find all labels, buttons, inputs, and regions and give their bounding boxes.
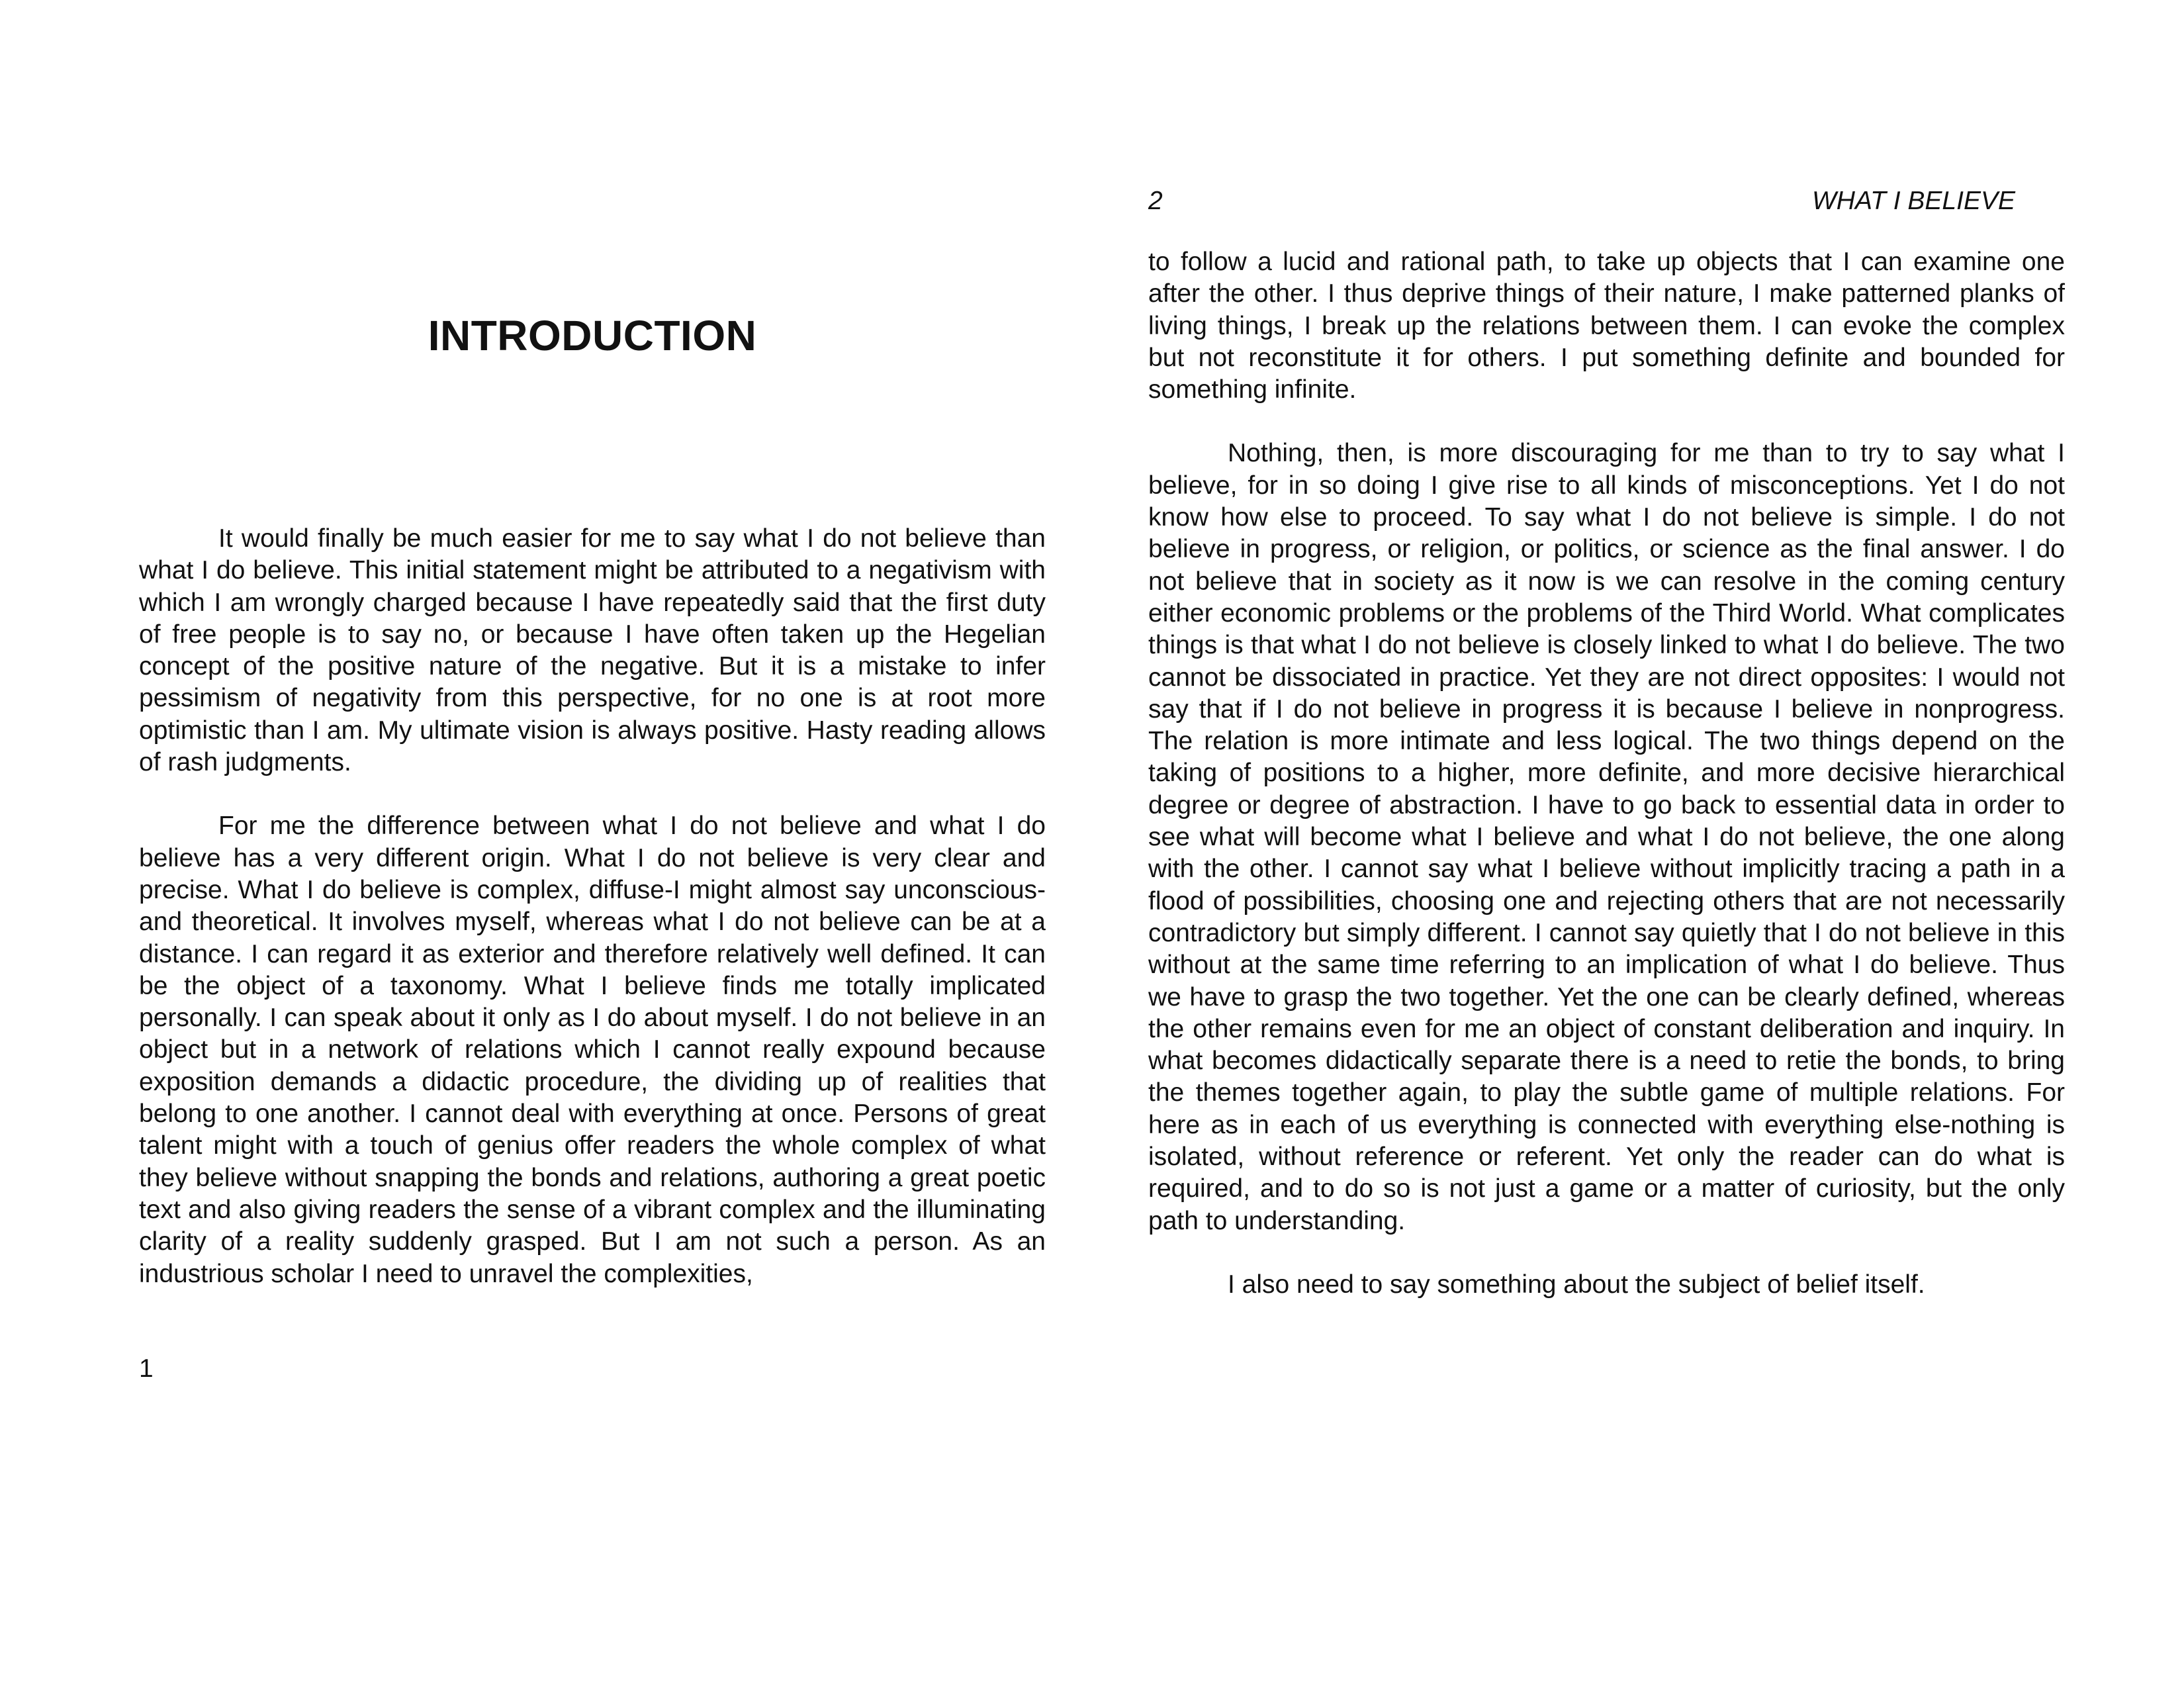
left-page (139, 0, 1046, 1688)
chapter-title: INTRODUCTION (428, 312, 757, 359)
paragraph: It would finally be much easier for me to say what I do not believe than what I do believe. This initial statement might be attributed to a negativism with which I am wrongly charged because I have repeatedly said that the first duty of free people is to say no, or because I have often taken up the Hegelian concept of the positive nature of the negative. But it is a mistake to infer pessimism of negativity from this perspective, for no one is at root more optimistic than I am. My ultimate vision is always positive. Hasty reading allows of rash judgments. (139, 524, 1046, 777)
left-page-body (139, 523, 1046, 1290)
page-number: 1 (139, 1354, 154, 1383)
paragraph: For me the difference between what I do not believe and what I do believe has a very different origin. What I do not believe is very clear and precise. What I do believe is complex, diffuse-I might almost say unconscious-and theoretical. It involves myself, whereas what I do not believe can be at a distance. I can regard it as exterior and therefore relatively well defined. It can be the object of a taxonomy. What I believe finds me totally implicated personally. I can speak about it only as I do about myself. I do not believe in an object but in a network of relations which I cannot really expound because exposition demands a didactic procedure, the dividing up of realities that belong to one another. I cannot deal with everything at once. Persons of great talent might with a touch of genius offer readers the whole complex of what they believe without snapping the bonds and relations, authoring a great poetic text and also giving readers the sense of a vibrant complex and the illuminating clarity of a reality suddenly grasped. But I am not such a person. As an industrious scholar I need to unravel the complexities, (139, 812, 1046, 1288)
right-page-body (1148, 246, 2065, 1301)
paragraph-continued: to follow a lucid and rational path, to take up objects that I can examine one after the other. I thus deprive things of their nature, I make patterned planks of living things, I break up the relations between them. I can evoke the complex but not reconstitute it for others. I put something definite and bounded for something infinite. (1148, 248, 2065, 404)
paragraph: I also need to say something about the subject of belief itself. (1228, 1270, 1925, 1299)
paragraph: Nothing, then, is more discouraging for me than to try to say what I believe, for in so doing I give rise to all kinds of misconceptions. Yet I do not know how else to proceed. To say what I do not believe is simple. I do not believe in progress, or religion, or politics, or science as the final answer. I do not believe that in society as it now is we can resolve in the coming century either economic problems or the problems of the Third World. What complicates things is that what I do not believe is closely linked to what I do believe. The two cannot be dissociated in practice. Yet they are not direct opposites: I would not say that if I do not believe in progress it is because I believe in nonprogress. The relation is more intimate and less logical. The two things depend on the taking of positions to a higher, more definite, and more decisive hierarchical degree or degree of abstraction. I have to go back to essential data in order to see what will become what I believe and what I do not believe, the one along with the other. I cannot say what I believe without implicitly tracing a path in a flood of possibilities, choosing one and rejecting others that are not necessarily contradictory but simply different. I cannot say quietly that I do not believe in this without at the same time referring to an implication of what I do believe. Thus we have to grasp the two together. Yet the one can be clearly defined, whereas the other remains even for me an object of constant deliberation and inquiry. In what becomes didactically separate there is a need to retie the bonds, to bring the themes together again, to play the subtle game of multiple relations. For here as in each of us everything is connected with everything else-nothing is isolated, without reference or referent. Yet only the reader can do what is required, and to do so is not just a game or a matter of curiosity, but the only path to understanding. (1148, 439, 2065, 1235)
header-book-title: WHAT I BELIEVE (1811, 187, 2015, 215)
right-page (1148, 0, 2065, 1688)
header-page-number: 2 (1148, 187, 1163, 215)
